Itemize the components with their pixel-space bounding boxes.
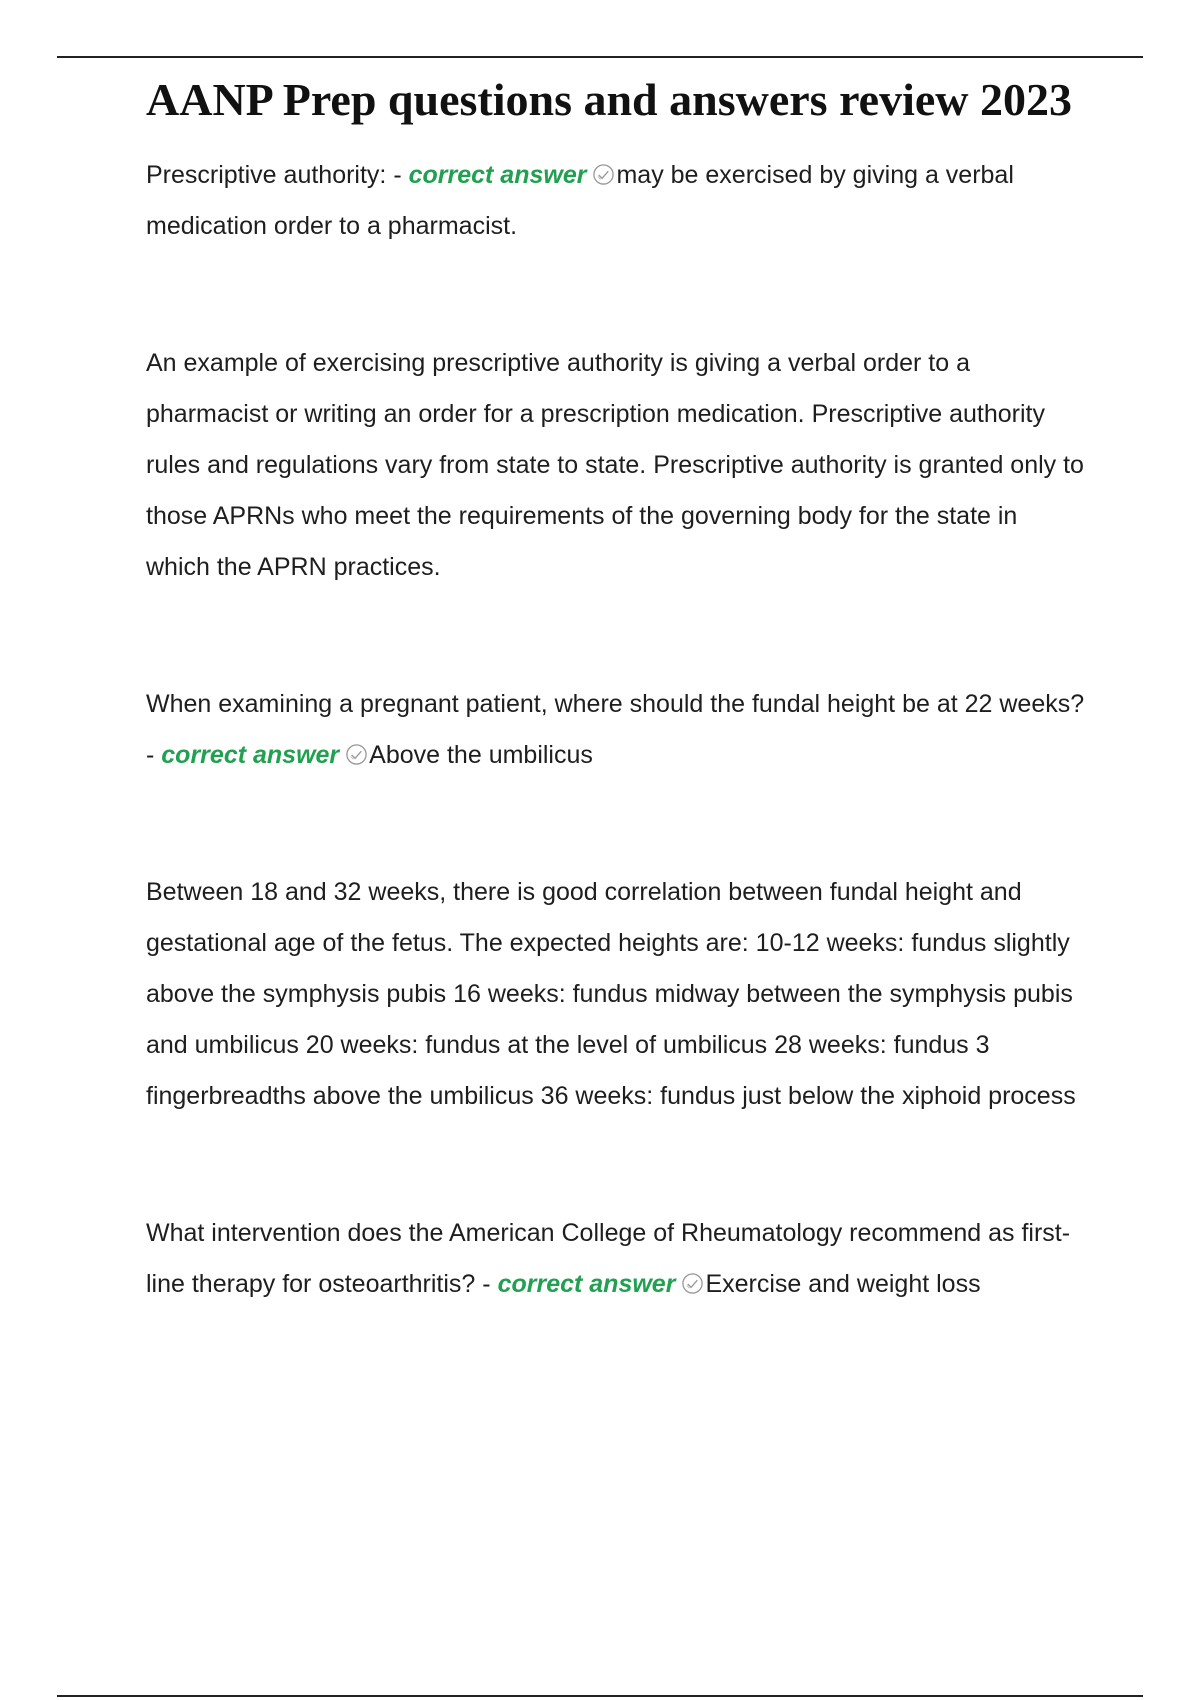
- correct-answer-label: correct answer: [408, 161, 587, 189]
- check-circle-icon: [681, 1272, 704, 1295]
- answer-text: Exercise and weight loss: [705, 1270, 981, 1298]
- qa-item-1: [146, 150, 1086, 252]
- spacer: [146, 781, 1086, 867]
- explanation-text: An example of exercising prescriptive authority is giving a verbal order to a pharmacist or writing an order for a prescription medication. Prescriptive authority rules and regulations vary from state to state. Prescriptive authority is granted only to those APRNs who meet the requirements of the governing body for the state in which the APRN practices.: [146, 349, 1084, 581]
- question-text: When examining a pregnant patient, where should the fundal height be at 22 weeks? -: [146, 690, 1085, 769]
- question-text: Prescriptive authority: -: [146, 161, 409, 189]
- document-body: [146, 72, 1086, 1310]
- answer-text: Above the umbilicus: [369, 741, 593, 769]
- spacer: [146, 593, 1086, 679]
- question-text: What intervention does the American College of Rheumatology recommend as first-line therapy for osteoarthritis? -: [146, 1219, 1071, 1298]
- answer-text: may be exercised by giving a verbal medication order to a pharmacist.: [146, 161, 1014, 240]
- spacer: [146, 252, 1086, 338]
- correct-answer-label: correct answer: [497, 1270, 676, 1298]
- document-title: AANP Prep questions and answers review 2023: [146, 74, 1072, 125]
- qa-item-2: [146, 679, 1086, 781]
- top-rule: [57, 56, 1143, 58]
- qa-item-3: [146, 1208, 1086, 1310]
- explanation-text: Between 18 and 32 weeks, there is good correlation between fundal height and gestational age of the fetus. The expected heights are: 10-12 weeks: fundus slightly above the symphysis pubis 16 weeks: fundus midway between the symphysis pubis and umbilicus 20 weeks: fundus at the level of umbilicus 28 weeks: fundus 3 fingerbreadths above the umbilicus 36 weeks: fundus just below the xiphoid process: [146, 878, 1076, 1110]
- check-circle-icon: [592, 163, 615, 186]
- spacer: [146, 1122, 1086, 1208]
- check-circle-icon: [345, 743, 368, 766]
- correct-answer-label: correct answer: [161, 741, 340, 769]
- bottom-rule: [57, 1695, 1143, 1697]
